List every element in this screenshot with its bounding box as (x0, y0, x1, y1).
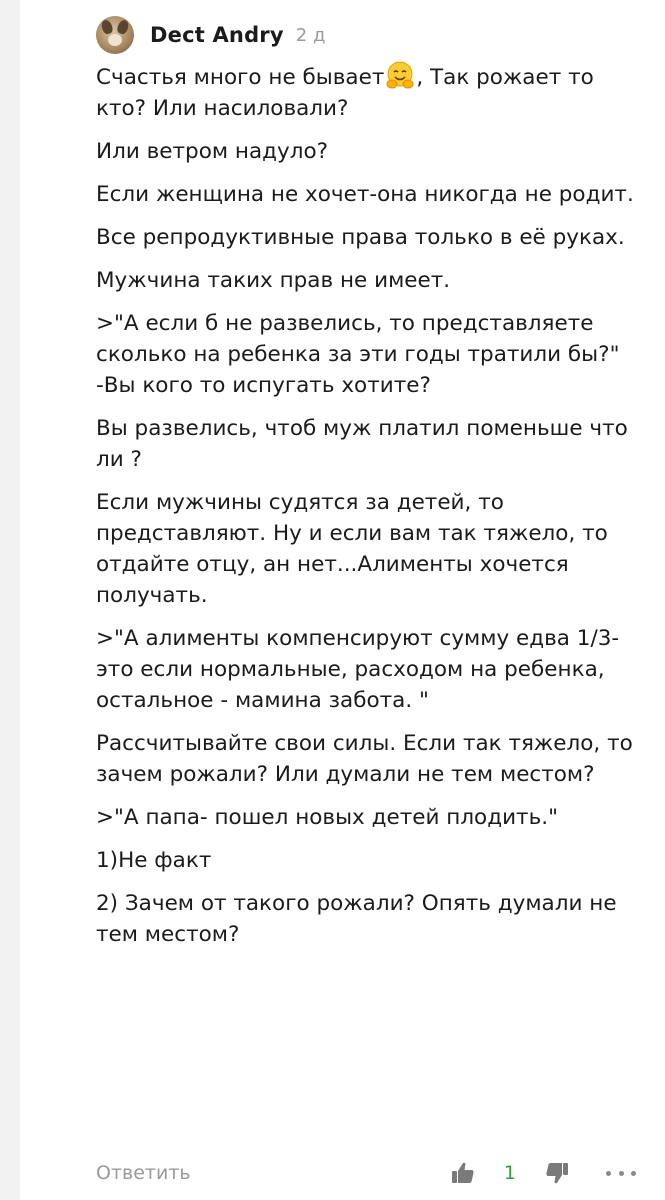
comment-paragraph: Счастья много не бывает , Так рожает то кто? Или насиловали? (96, 60, 636, 124)
comment-paragraph: Если мужчины судятся за детей, то представляют. Ну и если вам так тяжело, то отдайте отцу, ан нет...Алименты хочется получать. (96, 490, 615, 608)
comment-body (96, 60, 640, 950)
comment (96, 0, 640, 962)
thumbs-up-icon[interactable] (448, 1158, 478, 1188)
comment-paragraph: >"А папа- пошел новых детей плодить." (96, 805, 558, 830)
comment-paragraph: Или ветром надуло? (96, 139, 329, 164)
comment-paragraph: Все репродуктивные права только в её руках. (96, 225, 625, 250)
comment-header (96, 10, 636, 60)
comment-paragraph: Если женщина не хочет-она никогда не родит. (96, 182, 634, 207)
comment-paragraph: 1)Не факт (96, 848, 212, 873)
thumbs-down-icon[interactable] (542, 1158, 572, 1188)
comment-paragraph: Вы развелись, чтоб муж платил поменьше что ли ? (96, 416, 635, 472)
avatar[interactable] (96, 16, 134, 54)
author-name[interactable]: Dect Andry (150, 23, 284, 47)
comment-paragraph: Мужчина таких прав не имеет. (96, 268, 451, 293)
comment-paragraph: >"А если б не развелись, то представляете сколько на ребенка за эти годы тратили бы?" -Вы кого то испугать хотите? (96, 311, 627, 398)
comment-paragraph: >"А алименты компенсируют сумму едва 1/3- это если нормальные, расходом на ребенка, остальное - мамина забота. " (96, 626, 627, 713)
reply-button[interactable]: Ответить (96, 1162, 191, 1184)
more-dots-icon[interactable] (606, 1171, 636, 1176)
comment-time: 2 д (295, 24, 326, 46)
like-count: 1 (503, 1162, 516, 1184)
comment-paragraph: 2) Зачем от такого рожали? Опять думали не тем местом? (96, 891, 624, 947)
comment-paragraph: Рассчитывайте свои силы. Если так тяжело, то зачем рожали? Или думали не тем местом? (96, 731, 640, 787)
hugging-face-icon (385, 60, 415, 90)
comment-actions (96, 1155, 636, 1191)
thread-rail (0, 0, 20, 1200)
